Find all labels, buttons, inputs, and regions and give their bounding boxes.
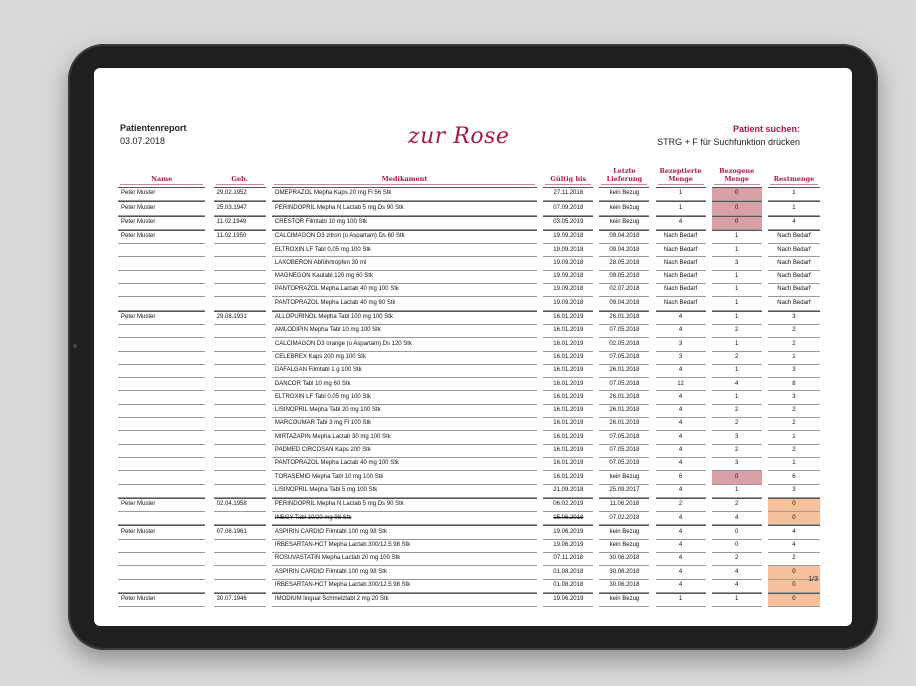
cell-medikament: DANCOR Tabl 10 mg 60 Stk — [272, 378, 537, 391]
cell-bezogene-menge: 3 — [712, 458, 762, 471]
cell-geb — [214, 485, 266, 498]
cell-name — [118, 325, 205, 338]
screen — [94, 68, 852, 626]
cell-gueltig: 16.01.2019 — [543, 458, 593, 471]
cell-gueltig: 16.01.2019 — [543, 311, 593, 325]
cell-restmenge: 0 — [768, 512, 820, 525]
table-body — [118, 187, 820, 607]
cell-restmenge: Nach Bedarf — [768, 284, 820, 297]
cell-restmenge: 3 — [768, 311, 820, 325]
cell-rezeptierte-menge: 4 — [656, 512, 706, 525]
cell-restmenge: Nach Bedarf — [768, 230, 820, 244]
cell-rezeptierte-menge: 6 — [656, 471, 706, 484]
cell-letzte-lieferung: 30.06.2018 — [599, 566, 649, 579]
cell-restmenge: Nach Bedarf — [768, 244, 820, 257]
table-row — [118, 365, 820, 378]
cell-name — [118, 485, 205, 498]
cell-gueltig: 16.01.2019 — [543, 365, 593, 378]
cell-bezogene-menge: 1 — [712, 284, 762, 297]
cell-geb — [214, 553, 266, 566]
cell-restmenge: 3 — [768, 365, 820, 378]
cell-bezogene-menge: 2 — [712, 325, 762, 338]
cell-name: Peter Muster — [118, 187, 205, 201]
cell-name: Peter Muster — [118, 230, 205, 244]
cell-restmenge: 1 — [768, 201, 820, 215]
table-row — [118, 431, 820, 444]
cell-name — [118, 352, 205, 365]
search-label: Patient suchen: — [732, 124, 800, 134]
table-row — [118, 525, 820, 539]
cell-name — [118, 338, 205, 351]
cell-geb: 07.06.1961 — [214, 525, 266, 539]
cell-medikament: MARCOUMAR Tabl 3 mg Fl 100 Stk — [272, 418, 537, 431]
cell-rezeptierte-menge: 4 — [656, 431, 706, 444]
table-row — [118, 445, 820, 458]
cell-letzte-lieferung: 07.05.2018 — [599, 378, 649, 391]
cell-geb — [214, 365, 266, 378]
cell-gueltig: 19.09.2018 — [543, 230, 593, 244]
cell-letzte-lieferung: 28.05.2018 — [599, 257, 649, 270]
cell-letzte-lieferung: kein Bezug — [599, 216, 649, 230]
cell-letzte-lieferung: 07.05.2018 — [599, 445, 649, 458]
table-row — [118, 471, 820, 484]
cell-restmenge: 2 — [768, 445, 820, 458]
cell-gueltig: 07.11.2018 — [543, 553, 593, 566]
cell-geb: 29.08.1931 — [214, 311, 266, 325]
cell-restmenge: 1 — [768, 352, 820, 365]
cell-rezeptierte-menge: 1 — [656, 593, 706, 607]
cell-medikament: ROSUVASTATIN Mepha Lactab 20 mg 100 Stk — [272, 553, 537, 566]
table-row — [118, 512, 820, 525]
table-row — [118, 311, 820, 325]
cell-medikament: ELTROXIN LF Tabl 0.05 mg 100 Stk — [272, 391, 537, 404]
cell-gueltig: 16.01.2019 — [543, 352, 593, 365]
cell-medikament: CRESTOR Filmtabl 10 mg 100 Stk — [272, 216, 537, 230]
cell-letzte-lieferung: 02.07.2018 — [599, 284, 649, 297]
cell-restmenge: 0 — [768, 580, 820, 593]
cell-medikament: CALCIMAGON D3 zitron (o Aspartam) Ds 60 Stk — [272, 230, 537, 244]
table-row — [118, 378, 820, 391]
cell-restmenge: 1 — [768, 458, 820, 471]
table-row — [118, 325, 820, 338]
cell-letzte-lieferung: 09.05.2018 — [599, 271, 649, 284]
cell-restmenge: Nach Bedarf — [768, 271, 820, 284]
cell-medikament: TORASEMID Mepha Tabl 10 mg 100 Stk — [272, 471, 537, 484]
header-name: Name — [118, 168, 205, 187]
cell-bezogene-menge: 0 — [712, 540, 762, 553]
table-row — [118, 201, 820, 215]
table-row — [118, 284, 820, 297]
cell-medikament: LISINOPRIL Mepha Tabl 20 mg 100 Stk — [272, 405, 537, 418]
cell-gueltig: 01.08.2018 — [543, 580, 593, 593]
tablet-frame — [68, 44, 878, 650]
cell-letzte-lieferung: 09.04.2018 — [599, 297, 649, 310]
cell-name — [118, 471, 205, 484]
cell-name: Peter Muster — [118, 201, 205, 215]
cell-name — [118, 540, 205, 553]
report-date: 03.07.2018 — [120, 136, 166, 146]
cell-name — [118, 297, 205, 310]
page-number: 1/3 — [808, 576, 818, 583]
cell-restmenge: 2 — [768, 418, 820, 431]
cell-name — [118, 418, 205, 431]
cell-bezogene-menge: 4 — [712, 580, 762, 593]
cell-name — [118, 580, 205, 593]
table-row — [118, 230, 820, 244]
cell-geb: 11.02.1949 — [214, 216, 266, 230]
cell-restmenge: 3 — [768, 485, 820, 498]
cell-letzte-lieferung: 30.06.2018 — [599, 580, 649, 593]
cell-geb — [214, 580, 266, 593]
cell-rezeptierte-menge: 4 — [656, 405, 706, 418]
cell-gueltig: 27.11.2018 — [543, 187, 593, 201]
cell-rezeptierte-menge: Nach Bedarf — [656, 244, 706, 257]
cell-rezeptierte-menge: 4 — [656, 391, 706, 404]
cell-medikament: LAXOBERON Abführtropfen 30 ml — [272, 257, 537, 270]
cell-restmenge: 2 — [768, 405, 820, 418]
cell-gueltig: 16.01.2019 — [543, 471, 593, 484]
header-bezogene-menge: Bezogene Menge — [712, 168, 762, 187]
report-title: Patientenreport — [120, 123, 187, 133]
cell-gueltig: 06.02.2019 — [543, 498, 593, 512]
cell-gueltig: 19.09.2018 — [543, 271, 593, 284]
cell-bezogene-menge: 1 — [712, 485, 762, 498]
cell-geb — [214, 391, 266, 404]
cell-bezogene-menge: 0 — [712, 525, 762, 539]
cell-geb — [214, 458, 266, 471]
header-letzte-lieferung: Letzte Lieferung — [599, 168, 649, 187]
cell-letzte-lieferung: 25.09.2017 — [599, 485, 649, 498]
cell-name — [118, 378, 205, 391]
table-row — [118, 593, 820, 607]
cell-rezeptierte-menge: 1 — [656, 201, 706, 215]
cell-name — [118, 271, 205, 284]
cell-letzte-lieferung: 09.04.2018 — [599, 244, 649, 257]
cell-restmenge: 1 — [768, 431, 820, 444]
cell-gueltig: 16.01.2019 — [543, 431, 593, 444]
cell-letzte-lieferung: 02.05.2018 — [599, 338, 649, 351]
cell-medikament: PANTOPRAZOL Mepha Lactab 40 mg 60 Stk — [272, 297, 537, 310]
cell-letzte-lieferung: 30.06.2018 — [599, 553, 649, 566]
cell-letzte-lieferung: 07.05.2018 — [599, 352, 649, 365]
cell-letzte-lieferung: kein Bezug — [599, 471, 649, 484]
cell-name — [118, 284, 205, 297]
cell-rezeptierte-menge: 4 — [656, 311, 706, 325]
cell-bezogene-menge: 1 — [712, 365, 762, 378]
cell-medikament: CALCIMAGON D3 orange (o Aspartam) Ds 120 Stk — [272, 338, 537, 351]
cell-bezogene-menge: 1 — [712, 230, 762, 244]
cell-restmenge: 2 — [768, 325, 820, 338]
cell-medikament: PANTOPRAZOL Mepha Lactab 40 mg 100 Stk — [272, 284, 537, 297]
patient-report-table — [118, 168, 820, 607]
cell-name: Peter Muster — [118, 498, 205, 512]
cell-rezeptierte-menge: 4 — [656, 566, 706, 579]
cell-geb — [214, 512, 266, 525]
cell-gueltig: 19.06.2019 — [543, 593, 593, 607]
cell-gueltig: 01.08.2018 — [543, 566, 593, 579]
cell-medikament: OMEPRAZOL Mepha Kaps 20 mg Fl 56 Stk — [272, 187, 537, 201]
cell-letzte-lieferung: 26.01.2018 — [599, 311, 649, 325]
cell-letzte-lieferung: kein Bezug — [599, 525, 649, 539]
table-row — [118, 498, 820, 512]
cell-gueltig: 16.01.2019 — [543, 445, 593, 458]
search-hint: STRG + F für Suchfunktion drücken — [657, 137, 800, 147]
cell-restmenge: Nach Bedarf — [768, 297, 820, 310]
cell-rezeptierte-menge: 4 — [656, 445, 706, 458]
cell-name — [118, 512, 205, 525]
cell-name — [118, 405, 205, 418]
cell-name — [118, 458, 205, 471]
cell-bezogene-menge: 4 — [712, 566, 762, 579]
header-restmenge: Restmenge — [768, 168, 820, 187]
cell-gueltig: 16.01.2019 — [543, 405, 593, 418]
cell-rezeptierte-menge: Nach Bedarf — [656, 257, 706, 270]
table-row — [118, 485, 820, 498]
cell-rezeptierte-menge: 4 — [656, 458, 706, 471]
cell-letzte-lieferung: kein Bezug — [599, 201, 649, 215]
cell-gueltig: 19.06.2019 — [543, 540, 593, 553]
cell-medikament: IRBESARTAN-HCT Mepha Lactab 300/12.5 98 Stk — [272, 540, 537, 553]
cell-bezogene-menge: 4 — [712, 378, 762, 391]
cell-letzte-lieferung: kein Bezug — [599, 540, 649, 553]
cell-medikament: ASPIRIN CARDIO Filmtabl 100 mg 98 Stk — [272, 566, 537, 579]
cell-name: Peter Muster — [118, 216, 205, 230]
table-row — [118, 244, 820, 257]
cell-restmenge: 4 — [768, 540, 820, 553]
table-row — [118, 338, 820, 351]
cell-letzte-lieferung: kein Bezug — [599, 187, 649, 201]
cell-letzte-lieferung: 09.04.2018 — [599, 230, 649, 244]
cell-restmenge: 8 — [768, 378, 820, 391]
cell-geb: 29.02.1952 — [214, 187, 266, 201]
cell-bezogene-menge: 1 — [712, 311, 762, 325]
cell-rezeptierte-menge: 4 — [656, 580, 706, 593]
cell-letzte-lieferung: kein Bezug — [599, 593, 649, 607]
cell-geb — [214, 244, 266, 257]
camera-dot — [73, 344, 77, 348]
cell-medikament: IMODIUM lingual Schmelztabl 2 mg 20 Stk — [272, 593, 537, 607]
cell-geb — [214, 566, 266, 579]
cell-rezeptierte-menge: 2 — [656, 498, 706, 512]
cell-gueltig: 07.09.2018 — [543, 201, 593, 215]
cell-geb — [214, 271, 266, 284]
cell-medikament: CELEBREX Kaps 200 mg 100 Stk — [272, 352, 537, 365]
cell-bezogene-menge: 1 — [712, 593, 762, 607]
cell-medikament: MIRTAZAPIN Mepha Lactab 30 mg 100 Stk — [272, 431, 537, 444]
cell-gueltig: 21.09.2018 — [543, 485, 593, 498]
cell-geb — [214, 325, 266, 338]
cell-letzte-lieferung: 26.01.2018 — [599, 405, 649, 418]
cell-medikament: AMLODIPIN Mepha Tabl 10 mg 100 Stk — [272, 325, 537, 338]
header-geb: Geb. — [214, 168, 266, 187]
cell-name — [118, 365, 205, 378]
cell-rezeptierte-menge: 4 — [656, 365, 706, 378]
cell-name — [118, 431, 205, 444]
cell-geb — [214, 445, 266, 458]
cell-rezeptierte-menge: 4 — [656, 216, 706, 230]
cell-bezogene-menge: 2 — [712, 405, 762, 418]
cell-medikament: LISINOPRIL Mepha Tabl 5 mg 100 Stk — [272, 485, 537, 498]
cell-name — [118, 257, 205, 270]
cell-restmenge: 0 — [768, 498, 820, 512]
cell-bezogene-menge: 0 — [712, 201, 762, 215]
cell-geb — [214, 284, 266, 297]
cell-restmenge: 3 — [768, 391, 820, 404]
cell-bezogene-menge: 1 — [712, 244, 762, 257]
cell-bezogene-menge: 0 — [712, 216, 762, 230]
table-row — [118, 187, 820, 201]
cell-medikament: PADMED CIRCOSAN Kaps 200 Stk — [272, 445, 537, 458]
cell-letzte-lieferung: 07.05.2018 — [599, 458, 649, 471]
table-row — [118, 405, 820, 418]
table-row — [118, 257, 820, 270]
table-row — [118, 540, 820, 553]
cell-gueltig: 16.01.2019 — [543, 325, 593, 338]
cell-bezogene-menge: 2 — [712, 418, 762, 431]
cell-geb — [214, 297, 266, 310]
cell-gueltig: 16.01.2019 — [543, 338, 593, 351]
cell-rezeptierte-menge: 3 — [656, 338, 706, 351]
cell-name: Peter Muster — [118, 311, 205, 325]
header-medikament: Medikament — [272, 168, 537, 187]
cell-bezogene-menge: 3 — [712, 431, 762, 444]
table-row — [118, 458, 820, 471]
zur-rose-logo: zur Rose — [408, 124, 510, 149]
cell-rezeptierte-menge: 4 — [656, 553, 706, 566]
cell-gueltig: 16.01.2019 — [543, 418, 593, 431]
cell-restmenge: 2 — [768, 338, 820, 351]
cell-geb: 30.07.1946 — [214, 593, 266, 607]
table-row — [118, 566, 820, 579]
cell-rezeptierte-menge: 4 — [656, 525, 706, 539]
table-row — [118, 271, 820, 284]
cell-restmenge: 4 — [768, 525, 820, 539]
cell-medikament: INEGY Tabl 10/20 mg 98 Stk — [272, 512, 537, 525]
cell-name — [118, 553, 205, 566]
cell-rezeptierte-menge: Nach Bedarf — [656, 297, 706, 310]
cell-geb — [214, 471, 266, 484]
cell-letzte-lieferung: 11.06.2018 — [599, 498, 649, 512]
cell-bezogene-menge: 1 — [712, 338, 762, 351]
cell-restmenge: 0 — [768, 566, 820, 579]
cell-gueltig: 19.09.2018 — [543, 297, 593, 310]
cell-geb — [214, 405, 266, 418]
cell-geb: 02.04.1958 — [214, 498, 266, 512]
cell-gueltig: 19.09.2018 — [543, 244, 593, 257]
cell-bezogene-menge: 1 — [712, 297, 762, 310]
cell-geb — [214, 540, 266, 553]
cell-gueltig: 19.09.2018 — [543, 284, 593, 297]
cell-letzte-lieferung: 07.02.2018 — [599, 512, 649, 525]
cell-medikament: ELTROXIN LF Tabl 0.05 mg 100 Stk — [272, 244, 537, 257]
cell-geb: 25.03.1947 — [214, 201, 266, 215]
cell-name — [118, 244, 205, 257]
cell-restmenge: 6 — [768, 471, 820, 484]
cell-medikament: DAFALGAN Filmtabl 1 g 100 Stk — [272, 365, 537, 378]
cell-name — [118, 445, 205, 458]
cell-name: Peter Muster — [118, 525, 205, 539]
cell-geb — [214, 257, 266, 270]
cell-geb — [214, 338, 266, 351]
cell-letzte-lieferung: 26.01.2018 — [599, 391, 649, 404]
table-row — [118, 352, 820, 365]
cell-restmenge: 4 — [768, 216, 820, 230]
cell-gueltig: 16.01.2019 — [543, 391, 593, 404]
cell-bezogene-menge: 3 — [712, 257, 762, 270]
cell-rezeptierte-menge: Nach Bedarf — [656, 230, 706, 244]
cell-rezeptierte-menge: 3 — [656, 352, 706, 365]
cell-geb: 11.02.1950 — [214, 230, 266, 244]
cell-gueltig: 16.01.2019 — [543, 378, 593, 391]
cell-geb — [214, 431, 266, 444]
cell-letzte-lieferung: 26.01.2018 — [599, 365, 649, 378]
cell-name — [118, 391, 205, 404]
cell-bezogene-menge: 2 — [712, 553, 762, 566]
cell-gueltig: 15.06.2018 — [543, 512, 593, 525]
cell-geb — [214, 352, 266, 365]
table-row — [118, 418, 820, 431]
cell-restmenge: 2 — [768, 553, 820, 566]
cell-bezogene-menge: 1 — [712, 271, 762, 284]
cell-rezeptierte-menge: Nach Bedarf — [656, 271, 706, 284]
cell-geb — [214, 418, 266, 431]
cell-gueltig: 03.05.2019 — [543, 216, 593, 230]
cell-rezeptierte-menge: 4 — [656, 325, 706, 338]
cell-medikament: ASPIRIN CARDIO Filmtabl 100 mg 98 Stk — [272, 525, 537, 539]
cell-bezogene-menge: 0 — [712, 187, 762, 201]
cell-medikament: ALLOPURINOL Mepha Tabl 100 mg 100 Stk — [272, 311, 537, 325]
cell-name — [118, 566, 205, 579]
cell-rezeptierte-menge: 4 — [656, 418, 706, 431]
table-header — [118, 168, 820, 187]
cell-bezogene-menge: 0 — [712, 471, 762, 484]
cell-bezogene-menge: 2 — [712, 498, 762, 512]
cell-rezeptierte-menge: Nach Bedarf — [656, 284, 706, 297]
cell-bezogene-menge: 2 — [712, 445, 762, 458]
cell-medikament: PERINDOPRIL Mepha N Lactab 5 mg Ds 90 Stk — [272, 498, 537, 512]
header-rezeptierte-menge: Rezeptierte Menge — [656, 168, 706, 187]
cell-letzte-lieferung: 07.05.2018 — [599, 431, 649, 444]
cell-bezogene-menge: 2 — [712, 352, 762, 365]
table-row — [118, 553, 820, 566]
cell-medikament: PANTOPRAZOL Mepha Lactab 40 mg 100 Stk — [272, 458, 537, 471]
cell-medikament: IRBESARTAN-HCT Mepha Lactab 300/12.5 98 Stk — [272, 580, 537, 593]
table-row — [118, 297, 820, 310]
cell-restmenge: Nach Bedarf — [768, 257, 820, 270]
cell-letzte-lieferung: 07.05.2018 — [599, 325, 649, 338]
table-row — [118, 216, 820, 230]
table-row — [118, 580, 820, 593]
cell-bezogene-menge: 1 — [712, 391, 762, 404]
cell-rezeptierte-menge: 1 — [656, 187, 706, 201]
cell-restmenge: 0 — [768, 593, 820, 607]
cell-restmenge: 1 — [768, 187, 820, 201]
cell-letzte-lieferung: 26.01.2018 — [599, 418, 649, 431]
cell-gueltig: 19.09.2018 — [543, 257, 593, 270]
cell-medikament: MAGNEGON Kautabl 120 mg 60 Stk — [272, 271, 537, 284]
cell-name: Peter Muster — [118, 593, 205, 607]
cell-gueltig: 19.06.2019 — [543, 525, 593, 539]
cell-rezeptierte-menge: 4 — [656, 540, 706, 553]
cell-rezeptierte-menge: 12 — [656, 378, 706, 391]
cell-rezeptierte-menge: 4 — [656, 485, 706, 498]
cell-bezogene-menge: 4 — [712, 512, 762, 525]
table-row — [118, 391, 820, 404]
cell-medikament: PERINDOPRIL Mepha N Lactab 5 mg Ds 90 Stk — [272, 201, 537, 215]
cell-geb — [214, 378, 266, 391]
header-gueltig: Gültig bis — [543, 168, 593, 187]
